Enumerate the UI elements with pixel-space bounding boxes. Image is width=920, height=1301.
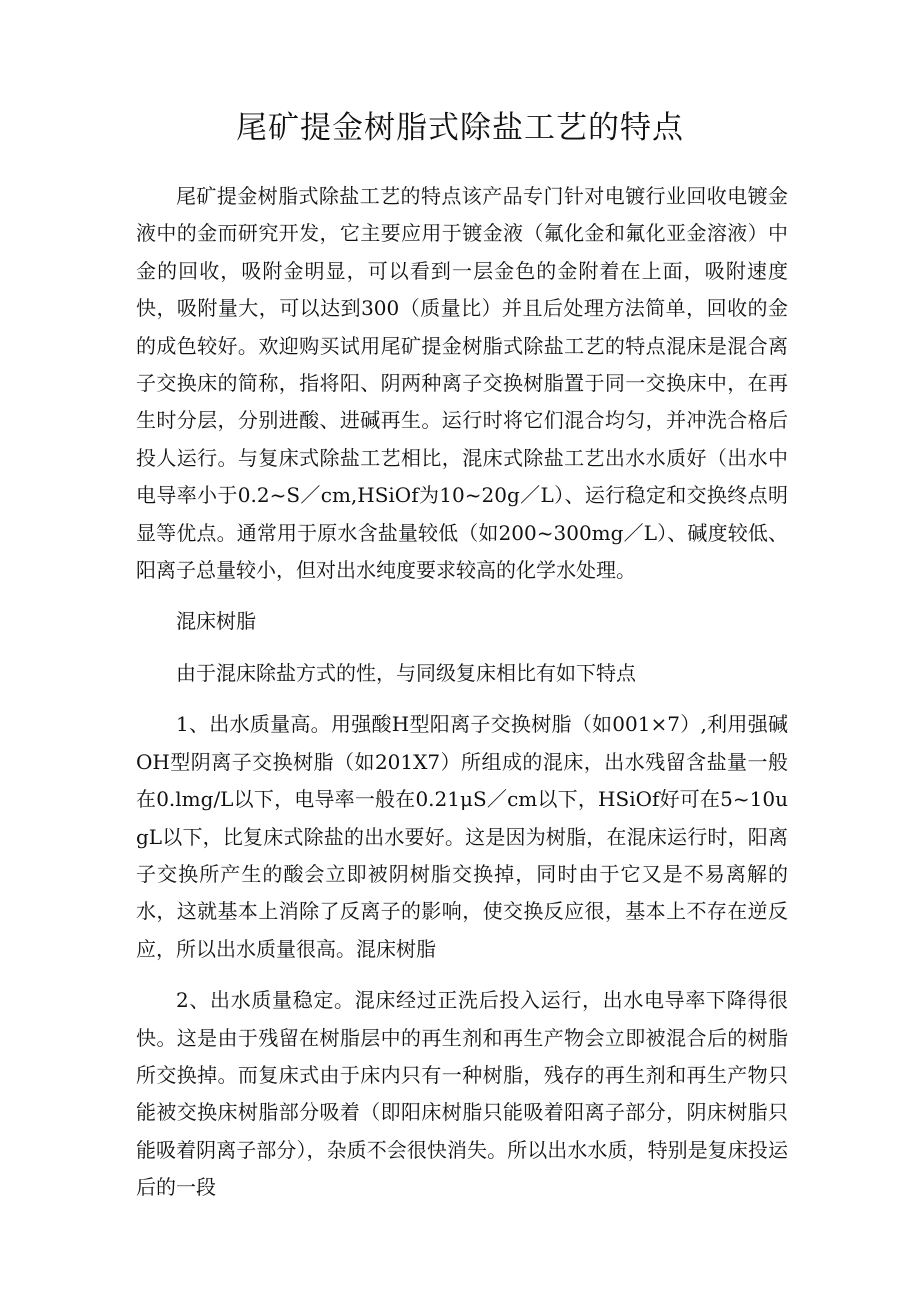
paragraph-features-intro: 由于混床除盐方式的性，与同级复床相比有如下特点 bbox=[176, 660, 636, 685]
paragraph-feature-2: 2、出水质量稳定。混床经过正洗后投入运行，出水电导率下降得很快。这是由于残留在树脂层中的再生剂和再生产物会立即被混合后的树脂所交换掉。而复床式由于床内只有一种树脂，残存的再生剂和再生产物只能被交换床树脂部分吸着（即阳床树脂只能吸着阳离子部分，阴床树脂只能吸着阴离子部分），杂质不会很快消失。所以出水水质，特别是复床投运后的一段 bbox=[136, 988, 788, 1200]
paragraph-heading-mixed-bed-resin: 混床树脂 bbox=[176, 609, 256, 634]
paragraph-feature-1: 1、出水质量高。用强酸H型阳离子交换树脂（如001×7）,利用强碱OH型阴离子交换树脂（如201X7）所组成的混床，出水残留含盐量一般在0.lmg/L以下，电导率一般在0.21μS／cm以下，HSiOf好可在5~10ugL以下，比复床式除盐的出水要好。这是因为树脂，在混床运行时，阳离子交换所产生的酸会立即被阴树脂交换掉，同时由于它又是不易离解的水，这就基本上消除了反离子的影响，使交换反应很，基本上不存在逆反应，所以出水质量很高。混床树脂 bbox=[136, 712, 788, 961]
document-title: 尾矿提金树脂式除盐工艺的特点 bbox=[236, 110, 684, 146]
paragraph-intro: 尾矿提金树脂式除盐工艺的特点该产品专门针对电镀行业回收电镀金液中的金而研究开发，它主要应用于镀金液（氟化金和氟化亚金溶液）中金的回收，吸附金明显，可以看到一层金色的金附着在上面，吸附速度快，吸附量大，可以达到300（质量比）并且后处理方法简单，回收的金的成色较好。欢迎购买试用尾矿提金树脂式除盐工艺的特点混床是混合离子交换床的简称，指将阳、阴两种离子交换树脂置于同一交换床中，在再生时分层，分别进酸、进碱再生。运行时将它们混合均匀，并冲洗合格后投人运行。与复床式除盐工艺相比，混床式除盐工艺出水水质好（出水中电导率小于0.2~S／cm,HSiOf为10~20g／L）、运行稳定和交换终点明显等优点。通常用于原水含盐量较低（如200~300mg／L）、碱度较低、阳离子总量较小，但对出水纯度要求较高的化学水处理。 bbox=[136, 184, 788, 583]
document-body bbox=[136, 178, 788, 1207]
